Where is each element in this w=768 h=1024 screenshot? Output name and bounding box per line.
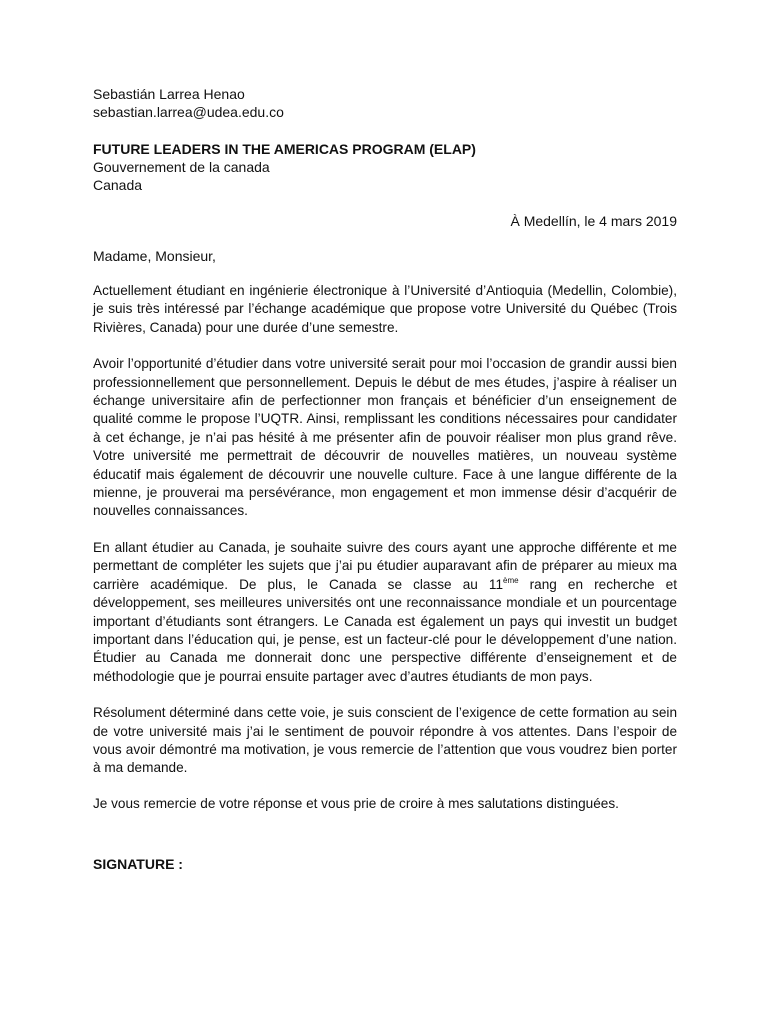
recipient-block xyxy=(93,140,677,194)
paragraph-determination: Résolument déterminé dans cette voie, je suis conscient de l’exigence de cette formation au sein de votre université mais j’ai le sentiment de pouvoir répondre à vos attentes. Dans l’espoir de vous avoir démontré ma motivation, je vous remercie de l’attention que vous voudrez bien porter à ma demande. xyxy=(93,705,677,776)
paragraph-closing: Je vous remercie de votre réponse et vous prie de croire à mes salutations distinguées. xyxy=(93,795,619,811)
recipient-program: FUTURE LEADERS IN THE AMERICAS PROGRAM (ELAP) xyxy=(93,141,476,157)
sender-block xyxy=(93,85,677,121)
recipient-organization: Gouvernement de la canada xyxy=(93,159,270,175)
letter-page xyxy=(93,85,677,872)
paragraph-motivation: Avoir l’opportunité d’étudier dans votre université serait pour moi l’occasion de grandir aussi bien professionnellement que personnellement. Depuis le début de mes études, j’aspire à réaliser un échange universitaire afin de perfectionner mon français et bénéficier d’un enseignement de qualité comme le propose l’UQTR. Ainsi, remplissant les conditions nécessaires pour candidater à cet échange, je n’ai pas hésité à me présenter afin de pouvoir réaliser mon plus grand rêve. Votre université me permettrait de découvrir de nouvelles matières, un nouveau système éducatif mais également de découvrir une nouvelle culture. Face à une langue différente de la mienne, je prouverai ma persévérance, mon engagement et mon immense désir d’acquérir de nouvelles connaissances. xyxy=(93,356,677,519)
paragraph-canada xyxy=(93,539,677,686)
paragraph-canada-part-2: rang en recherche et développement, ses meilleures universités ont une reconnaissance mondiale et un pourcentage important d’étudiants sont étrangers. Le Canada est également un pays qui investit un budget important dans l’éducation qui, je pense, est un facteur-clé pour le développement d’une nation. Étudier au Canada me donnerait donc une perspective différente d’enseignement et de méthodologie que je pourrai ensuite partager avec d’autres étudiants de mon pays. xyxy=(93,576,677,684)
paragraph-intro: Actuellement étudiant en ingénierie électronique à l’Université d’Antioquia (Medellin, Colombie), je suis très intéressé par l’échange académique que propose votre Université du Québec (Trois Rivières, Canada) pour une durée d’une semestre. xyxy=(93,283,677,335)
signature-label: SIGNATURE : xyxy=(93,856,183,872)
recipient-country: Canada xyxy=(93,177,143,193)
sender-name: Sebastián Larrea Henao xyxy=(93,86,245,102)
paragraph-canada-part-1: En allant étudier au Canada, je souhaite suivre des cours ayant une approche différente et me permettant de compléter les sujets que j’ai pu étudier auparavant afin de préparer au mieux ma carrière académique. De plus, le Canada se classe au 11 xyxy=(93,539,677,592)
greeting: Madame, Monsieur, xyxy=(93,248,216,264)
sender-email: sebastian.larrea@udea.edu.co xyxy=(93,104,284,120)
date-line: À Medellín, le 4 mars 2019 xyxy=(510,213,677,229)
ordinal-superscript: ème xyxy=(503,575,519,585)
